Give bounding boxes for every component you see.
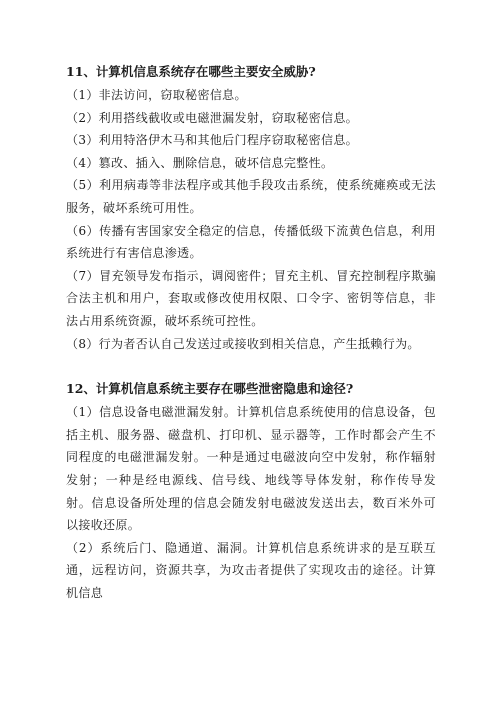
section-security-threats	[66, 62, 436, 355]
list-item: （6）传播有害国家安全稳定的信息，传播低级下流黄色信息，利用系统进行有害信息渗透。	[66, 223, 436, 261]
list-item: （5）利用病毒等非法程序或其他手段攻击系统，使系统瘫痪或无法服务，破坏系统可用性。	[66, 178, 436, 215]
list-item: （4）篡改、插入、删除信息，破坏信息完整性。	[66, 155, 334, 170]
section-heading: 12、计算机信息系统主要存在哪些泄密隐患和途径?	[66, 381, 354, 397]
threat-list	[66, 84, 436, 355]
leak-list	[66, 401, 436, 604]
section-heading: 11、计算机信息系统存在哪些主要安全威胁?	[66, 64, 316, 79]
document-page	[66, 62, 436, 604]
section-leak-risks	[66, 379, 436, 604]
list-item: （2）利用搭线截收或电磁泄漏发射，窃取秘密信息。	[66, 110, 359, 125]
list-item: （2）系统后门、隐通道、漏洞。计算机信息系统讲求的是互联互通，远程访问，资源共享，为攻击者提供了实现攻击的途径。计算机信息	[66, 540, 436, 600]
list-item: （7）冒充领导发布指示，调阅密件；冒充主机、冒充控制程序欺骗合法主机和用户，套取或修改使用权限、口令字、密钥等信息，非法占用系统资源，破坏系统可控性。	[66, 268, 436, 328]
list-item: （8）行为者否认自己发送过或接收到相关信息，产生抵赖行为。	[66, 336, 420, 351]
list-item: （1）信息设备电磁泄漏发射。计算机信息系统使用的信息设备，包括主机、服务器、磁盘机、打印机、显示器等，工作时都会产生不同程度的电磁泄漏发射。一种是通过电磁波向空中发射，称作辐射发射；一种是经电源线、信号线、地线等导体发射，称作传导发射。信息设备所处理的信息会随发射电磁波发送出去，数百米外可以接收还原。	[66, 405, 436, 533]
list-item: （1）非法访问，窃取秘密信息。	[66, 88, 247, 102]
list-item: （3）利用特洛伊木马和其他后门程序窃取秘密信息。	[66, 133, 359, 148]
